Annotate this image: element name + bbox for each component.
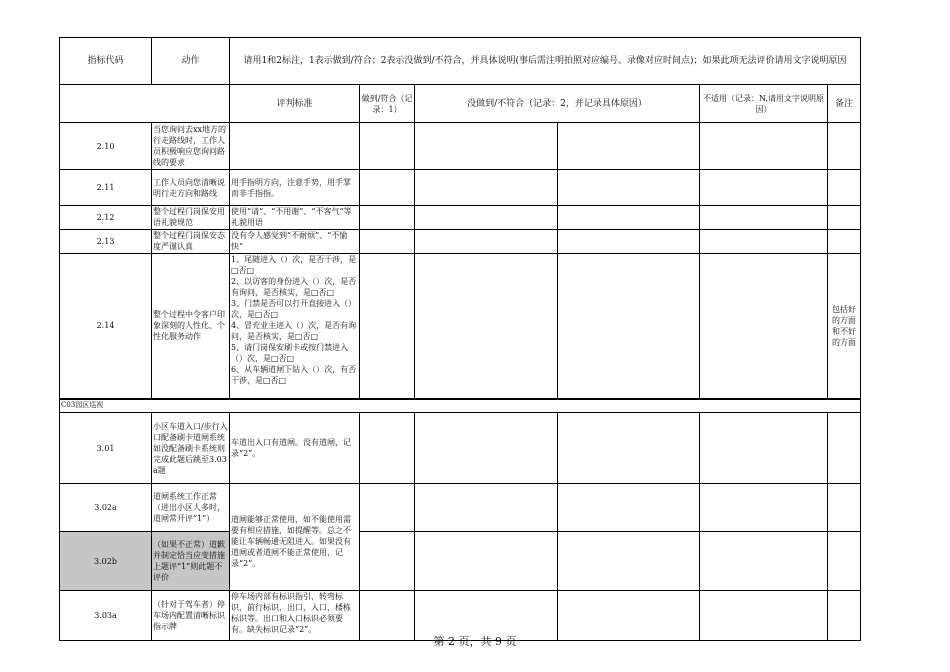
cell-notdone-1[interactable]	[415, 484, 558, 532]
cell-remark[interactable]	[828, 123, 861, 170]
header-done: 做到/符合（记录：1）	[360, 85, 415, 123]
cell-remark[interactable]	[828, 230, 861, 254]
row-action: 小区车道入口/步行入口配备刷卡道闸系统 如没配备刷卡系统则完成此题后跳至3.03a题	[152, 413, 230, 484]
header-code: 指标代码	[60, 38, 152, 85]
cell-notdone-1[interactable]	[415, 532, 558, 591]
row-criteria: 道闸能够正常使用，如不能使用需要有相应措施，如提醒等。总之不能让车辆畅通无阻进入。如果没有道闸或者道闸不能正常使用，记录“2”。	[230, 484, 360, 591]
cell-done[interactable]	[360, 206, 415, 230]
cell-notdone-1[interactable]	[415, 413, 558, 484]
cell-done[interactable]	[360, 230, 415, 254]
header-instruction: 请用1和2标注，1表示做到/符合；2表示没做到/不符合，并具体说明(事后需注明拍照对应编号、录像对应时间点)；如果此项无法评价请用文字说明原因	[230, 38, 861, 85]
row-action: 当您询问去xx地方的行走路线时，工作人员积极响应您询问路线的要求	[152, 123, 230, 170]
cell-notdone-1[interactable]	[415, 170, 558, 206]
table-row	[60, 206, 861, 230]
table-row	[60, 123, 861, 170]
header-empty	[60, 85, 230, 123]
table-row	[60, 254, 861, 399]
row-criteria: 使用“请”、“不用谢”、“不客气”等礼貌用语	[230, 206, 360, 230]
cell-na[interactable]	[700, 206, 828, 230]
header-notdone: 没做到/不符合（记录：2，并记录具体原因）	[415, 85, 700, 123]
row-action: 整个过程中令客户印象深刻的人性化、个性化服务动作	[152, 254, 230, 399]
cell-done[interactable]	[360, 532, 415, 591]
row-code: 3.02b	[60, 532, 152, 591]
row-criteria: 1、尾随进入（）次，是否干涉，是□否□ 2、以访客的身份进入（）次，是否有询问，是否核实，是□否□ 3、门禁是否可以打开直接进入（）次，是□否□ 4、冒充业主进入（）次，是否有询问，是否核实，是□否□ 5、请门岗保安刷卡或按门禁进入（）次，是□否□ 6、从车辆道闸下钻入（）次，有否干涉，是□否□	[230, 254, 360, 399]
header-remark: 备注	[828, 85, 861, 123]
row-code: 3.02a	[60, 484, 152, 532]
row-criteria: 用手指明方向，注意手势，用手掌而非手指指。	[230, 170, 360, 206]
section-title: C03园区巡视	[60, 399, 861, 413]
cell-notdone-1[interactable]	[415, 206, 558, 230]
table-row	[60, 532, 861, 591]
header-action: 动作	[152, 38, 230, 85]
row-action: 工作人员向您清晰说明行走方向和路线	[152, 170, 230, 206]
table-row	[60, 484, 861, 532]
row-code: 2.12	[60, 206, 152, 230]
row-criteria	[230, 123, 360, 170]
page-footer: 第 2 页，共 9 页	[433, 635, 517, 648]
header-criteria: 评判标准	[230, 85, 360, 123]
cell-notdone-1[interactable]	[415, 230, 558, 254]
cell-remark[interactable]	[828, 484, 861, 532]
row-code: 2.11	[60, 170, 152, 206]
cell-na[interactable]	[700, 170, 828, 206]
cell-notdone-2[interactable]	[558, 254, 700, 399]
cell-done[interactable]	[360, 123, 415, 170]
cell-remark[interactable]	[828, 170, 861, 206]
row-criteria: 停车场内部有标识指引，转弯标识，前行标识，出口，入口，楼栋标识等。出口和入口标识必须要有。缺失标识记录“2”。	[230, 591, 360, 641]
table-row	[60, 170, 861, 206]
cell-notdone-1[interactable]	[415, 254, 558, 399]
cell-done[interactable]	[360, 413, 415, 484]
cell-notdone-2[interactable]	[558, 532, 700, 591]
row-action: （针对于驾车者）停车场内配置清晰标识指示牌	[152, 591, 230, 641]
cell-na[interactable]	[700, 413, 828, 484]
row-action: 整个过程门岗保安用语礼貌规范	[152, 206, 230, 230]
row-code: 2.13	[60, 230, 152, 254]
cell-remark[interactable]: 包括好的方面和不好的方面	[828, 254, 861, 399]
checklist-table	[59, 37, 861, 641]
row-action: 整个过程门岗保安态度严谨认真	[152, 230, 230, 254]
cell-remark[interactable]	[828, 206, 861, 230]
cell-done[interactable]	[360, 170, 415, 206]
cell-notdone-2[interactable]	[558, 206, 700, 230]
row-criteria: 没有令人感觉到“不耐烦”、“不愉快”	[230, 230, 360, 254]
cell-notdone-2[interactable]	[558, 230, 700, 254]
cell-na[interactable]	[700, 123, 828, 170]
cell-notdone-2[interactable]	[558, 484, 700, 532]
row-code: 3.03a	[60, 591, 152, 641]
row-code: 2.10	[60, 123, 152, 170]
cell-done[interactable]	[360, 484, 415, 532]
cell-notdone-2[interactable]	[558, 123, 700, 170]
row-code: 2.14	[60, 254, 152, 399]
header-na: 不适用（记录：N,请用文字说明原因）	[700, 85, 828, 123]
checklist-sheet	[59, 37, 860, 648]
cell-na[interactable]	[700, 230, 828, 254]
cell-notdone-2[interactable]	[558, 170, 700, 206]
cell-done[interactable]	[360, 254, 415, 399]
row-criteria: 车道出入口有道闸。没有道闸，记录“2”。	[230, 413, 360, 484]
cell-notdone-2[interactable]	[558, 413, 700, 484]
cell-na[interactable]	[700, 484, 828, 532]
cell-na[interactable]	[700, 532, 828, 591]
table-row	[60, 230, 861, 254]
row-action: 道闸系统工作正常（进出小区人多时，道闸常开评“1”）	[152, 484, 230, 532]
row-action: （如果不正常）道歉并制定恰当应变措施 上题评“1”则此题不评价	[152, 532, 230, 591]
cell-notdone-1[interactable]	[415, 123, 558, 170]
row-code: 3.01	[60, 413, 152, 484]
cell-remark[interactable]	[828, 532, 861, 591]
cell-na[interactable]	[700, 254, 828, 399]
cell-remark[interactable]	[828, 413, 861, 484]
table-row	[60, 413, 861, 484]
